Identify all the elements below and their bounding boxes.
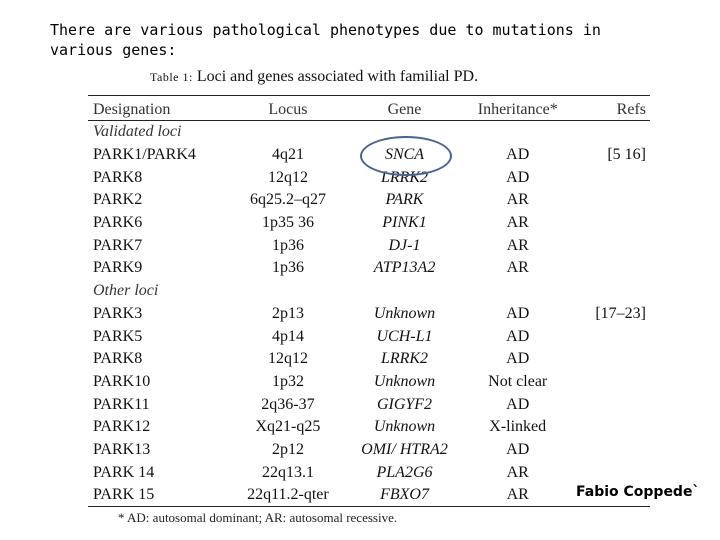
- cell-refs: [579, 393, 650, 416]
- table-footnote: * AD: autosomal dominant; AR: autosomal recessive.: [118, 510, 398, 525]
- table-row: [88, 439, 650, 462]
- cell-gene: ATP13A2: [373, 259, 436, 277]
- cell-inheritance: AR: [506, 236, 529, 254]
- table-top-rule: [88, 95, 650, 96]
- cell-locus: 2p13: [271, 304, 304, 322]
- cell-refs: [579, 234, 650, 257]
- cell-locus: 2p12: [271, 440, 304, 458]
- cell-locus: 22q13.1: [261, 463, 314, 481]
- cell-designation: PARK6: [93, 214, 143, 232]
- cell-locus: 6q25.2–q27: [249, 191, 326, 209]
- snca-highlight-circle: [360, 136, 452, 176]
- cell-locus: 1p35 36: [261, 214, 314, 232]
- table-row: [88, 257, 650, 280]
- cell-designation: PARK5: [93, 327, 143, 345]
- cell-refs: [17–23]: [595, 304, 646, 322]
- section-label: Other loci: [93, 282, 159, 300]
- cell-gene: GIGYF2: [376, 395, 433, 413]
- cell-gene: Unknown: [373, 372, 436, 390]
- cell-refs: [579, 371, 650, 394]
- author-signature: Fabio Coppede`: [576, 484, 700, 500]
- column-header-gene: Gene: [387, 101, 422, 118]
- cell-designation: PARK13: [93, 440, 151, 458]
- cell-designation: PARK7: [93, 236, 143, 254]
- cell-inheritance: AD: [506, 146, 530, 164]
- table-row: [88, 325, 650, 348]
- cell-inheritance: AD: [506, 304, 530, 322]
- cell-locus: 4p14: [271, 327, 304, 345]
- table-title-prefix: Table 1:: [150, 70, 193, 84]
- table-title-text: Loci and genes associated with familial PD.: [196, 68, 479, 85]
- table-header-row: [88, 99, 650, 121]
- cell-designation: PARK11: [93, 395, 150, 413]
- cell-inheritance: AD: [506, 168, 530, 186]
- table-row: [88, 166, 650, 189]
- cell-gene: PARK: [385, 191, 424, 209]
- cell-designation: PARK1/PARK4: [93, 146, 196, 164]
- cell-designation: PARK8: [93, 350, 143, 368]
- cell-refs: [579, 416, 650, 439]
- cell-inheritance: Not clear: [488, 372, 548, 390]
- cell-inheritance: AR: [506, 214, 529, 232]
- cell-refs: [579, 325, 650, 348]
- cell-locus: 12q12: [267, 168, 308, 186]
- cell-refs: [579, 257, 650, 280]
- cell-designation: PARK 14: [93, 463, 155, 481]
- cell-designation: PARK3: [93, 304, 143, 322]
- cell-inheritance: AR: [506, 463, 529, 481]
- cell-gene: OMI/ HTRA2: [361, 440, 448, 458]
- cell-inheritance: AD: [506, 395, 530, 413]
- table-row: [88, 484, 650, 507]
- cell-gene: DJ-1: [388, 236, 421, 254]
- slide-heading: There are various pathological phenotypes due to mutations in various genes:: [50, 21, 601, 59]
- table-row: [88, 348, 650, 371]
- column-header-refs: Refs: [616, 101, 646, 118]
- table-row: [88, 416, 650, 439]
- cell-designation: PARK 15: [93, 486, 155, 504]
- table-body: [88, 121, 650, 507]
- cell-gene: UCH-L1: [376, 327, 433, 345]
- cell-gene: Unknown: [373, 418, 436, 436]
- cell-designation: PARK2: [93, 191, 143, 209]
- cell-locus: Xq21-q25: [255, 418, 321, 436]
- cell-designation: PARK10: [93, 372, 151, 390]
- cell-gene: LRRK2: [380, 168, 429, 186]
- table-row: [88, 393, 650, 416]
- cell-refs: [5 16]: [607, 146, 646, 164]
- cell-refs: [579, 166, 650, 189]
- cell-locus: 4q21: [271, 146, 304, 164]
- cell-gene: PINK1: [382, 214, 427, 232]
- cell-locus: 22q11.2-qter: [247, 486, 329, 504]
- cell-locus: 1p36: [271, 259, 304, 277]
- cell-refs: [579, 189, 650, 212]
- section-label: Validated loci: [93, 123, 182, 141]
- cell-inheritance: AR: [506, 191, 529, 209]
- cell-refs: [579, 348, 650, 371]
- cell-locus: 1p36: [271, 236, 304, 254]
- cell-locus: 1p32: [271, 372, 304, 390]
- section-row: [88, 121, 650, 144]
- table-row: [88, 303, 650, 326]
- cell-locus: 12q12: [267, 350, 308, 368]
- column-header-inheritance: Inheritance*: [477, 101, 558, 118]
- column-header-designation: Designation: [93, 101, 171, 118]
- cell-designation: PARK12: [93, 418, 151, 436]
- table-row: [88, 212, 650, 235]
- cell-refs: [579, 212, 650, 235]
- cell-locus: 2q36-37: [261, 395, 315, 413]
- cell-refs: [579, 439, 650, 462]
- cell-refs: [579, 461, 650, 484]
- table-row: [88, 461, 650, 484]
- cell-inheritance: AR: [506, 259, 529, 277]
- table-row: [88, 234, 650, 257]
- cell-inheritance: AD: [506, 350, 530, 368]
- cell-inheritance: X-linked: [489, 418, 547, 436]
- cell-inheritance: AD: [506, 440, 530, 458]
- cell-inheritance: AD: [506, 327, 530, 345]
- cell-gene: Unknown: [373, 304, 436, 322]
- cell-designation: PARK8: [93, 168, 143, 186]
- cell-gene: LRRK2: [380, 350, 429, 368]
- cell-gene: PLA2G6: [376, 463, 433, 481]
- table-title: [150, 68, 478, 86]
- table-row: [88, 371, 650, 394]
- cell-designation: PARK9: [93, 259, 143, 277]
- column-header-locus: Locus: [268, 101, 308, 118]
- cell-gene: FBXO7: [380, 486, 429, 504]
- table-row: [88, 189, 650, 212]
- cell-gene: SNCA: [384, 146, 425, 164]
- cell-inheritance: AR: [506, 486, 529, 504]
- section-row: [88, 280, 650, 303]
